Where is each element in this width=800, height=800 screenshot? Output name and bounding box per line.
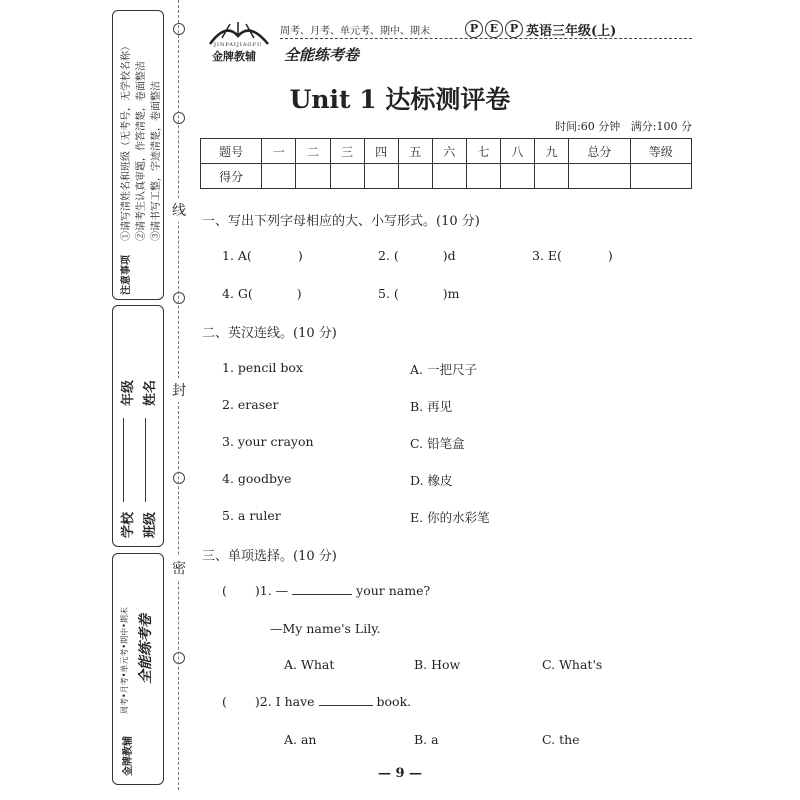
header-rule — [280, 38, 692, 39]
match-right-item[interactable]: B. 再见 — [410, 399, 453, 414]
edition-badge: P — [505, 20, 523, 38]
binding-hole — [173, 23, 185, 35]
score-input-cell[interactable] — [262, 164, 296, 189]
table-cell: 三 — [330, 139, 364, 164]
section-1-title: 一、写出下列字母相应的大、小写形式。(10 分) — [202, 214, 480, 229]
table-cell: 七 — [466, 139, 500, 164]
page-number: — 9 — — [377, 766, 423, 781]
brand-title: 全能练考卷 — [138, 614, 154, 684]
binding-hole — [173, 472, 185, 484]
q1-option-c[interactable]: C. What's — [542, 657, 603, 672]
table-cell: 总分 — [569, 139, 630, 164]
s1-item-5 — [378, 286, 460, 301]
answer-bracket-open: ( — [222, 694, 227, 709]
school-line — [123, 418, 124, 502]
edition-badge: P — [465, 20, 483, 38]
logo-text: 金牌教辅 — [212, 50, 256, 63]
match-left-item[interactable]: 1. pencil box — [222, 360, 303, 375]
edition-badge: E — [485, 20, 503, 38]
exam-meta — [555, 118, 692, 134]
section-3-title: 三、单项选择。(10 分) — [202, 549, 337, 564]
score-input-cell[interactable] — [501, 164, 535, 189]
series-title: 全能练考卷 — [284, 46, 360, 64]
table-cell: 得分 — [201, 164, 262, 189]
s1-item-4-text: 4. G( — [222, 286, 253, 301]
fill-blank[interactable] — [319, 705, 373, 706]
q1-text: your name? — [356, 583, 431, 598]
notice-item-1: ①请写清姓名和班级（无考号，无学校名称） — [121, 41, 132, 241]
brand-box — [112, 553, 164, 785]
q1-response: —My name's Lily. — [270, 621, 381, 636]
table-cell: 六 — [432, 139, 466, 164]
binding-sidebar — [112, 0, 172, 790]
match-right-item[interactable]: D. 橡皮 — [410, 473, 453, 488]
student-info-box — [112, 305, 164, 547]
notice-title: 注意事项 — [121, 255, 132, 295]
table-cell: 五 — [398, 139, 432, 164]
class-label: 班级 — [143, 511, 158, 538]
match-left-item[interactable]: 3. your crayon — [222, 434, 314, 449]
logo-sub: JINPAIJIAOFU — [214, 42, 263, 48]
time-limit: 时间:60 分钟 — [555, 120, 621, 133]
cut-label-mi: 密 — [172, 556, 186, 580]
s1-item-2-text: )d — [442, 248, 456, 263]
s1-item-1 — [222, 248, 303, 263]
q2-option-b[interactable]: B. a — [414, 732, 439, 747]
table-cell: 八 — [501, 139, 535, 164]
brand-logo-text: 金牌教辅 — [123, 736, 134, 776]
grade-title: 英语三年级(上) — [526, 24, 617, 39]
binding-hole — [173, 292, 185, 304]
cut-label-xian: 线 — [172, 198, 186, 222]
score-input-cell[interactable] — [630, 164, 691, 189]
table-cell: 等级 — [630, 139, 691, 164]
score-input-cell[interactable] — [569, 164, 630, 189]
score-input-cell[interactable] — [296, 164, 330, 189]
edition-badges — [465, 20, 523, 38]
s1-item-5-text: )m — [442, 286, 460, 301]
match-left-item[interactable]: 4. goodbye — [222, 471, 292, 486]
brand-tag: 周考•月考•单元考•期中•期末 — [120, 607, 129, 714]
q2-option-a[interactable]: A. an — [284, 732, 317, 747]
s1-item-3-text: 3. E( — [532, 248, 562, 263]
q2-number: )2. I have — [254, 694, 315, 709]
q1-number: )1. — — [254, 583, 289, 598]
table-cell: 一 — [262, 139, 296, 164]
match-left-item[interactable]: 5. a ruler — [222, 508, 281, 523]
grade-label: 年级 — [121, 379, 136, 406]
class-line — [145, 418, 146, 502]
name-label: 姓名 — [143, 379, 158, 406]
score-table — [200, 138, 692, 189]
table-cell: 二 — [296, 139, 330, 164]
q1-option-a[interactable]: A. What — [284, 657, 335, 672]
tagline: 周考、月考、单元考、期中、期末 — [280, 26, 430, 37]
fill-blank[interactable] — [292, 594, 352, 595]
score-input-cell[interactable] — [466, 164, 500, 189]
choice-question-2 — [222, 694, 411, 709]
binding-hole — [173, 652, 185, 664]
score-input-cell[interactable] — [432, 164, 466, 189]
s1-item-5-open: 5. ( — [378, 286, 399, 301]
table-cell: 九 — [535, 139, 569, 164]
choice-question-1 — [222, 583, 430, 598]
notice-box — [112, 10, 164, 300]
s1-item-3 — [532, 248, 613, 263]
s1-item-2-open: 2. ( — [378, 248, 399, 263]
s1-item-4-close: ) — [296, 286, 302, 301]
score-input-cell[interactable] — [535, 164, 569, 189]
score-table-score-row — [201, 164, 692, 189]
page-header — [200, 18, 695, 68]
score-input-cell[interactable] — [398, 164, 432, 189]
school-label: 学校 — [121, 511, 136, 538]
match-left-item[interactable]: 2. eraser — [222, 397, 279, 412]
match-right-item[interactable]: A. 一把尺子 — [410, 362, 477, 377]
table-cell: 四 — [364, 139, 398, 164]
table-cell: 题号 — [201, 139, 262, 164]
q1-option-b[interactable]: B. How — [414, 657, 461, 672]
score-input-cell[interactable] — [364, 164, 398, 189]
q2-option-c[interactable]: C. the — [542, 732, 580, 747]
notice-item-2: ②请考生认真审题，作答清楚，卷面整洁 — [136, 61, 147, 241]
cut-label-feng: 封 — [172, 378, 186, 402]
notice-item-3: ③请书写工整，字迹清楚，卷面整洁 — [151, 81, 162, 241]
match-right-item[interactable]: E. 你的水彩笔 — [410, 510, 490, 525]
s1-item-1-close: ) — [297, 248, 303, 263]
answer-bracket-open: ( — [222, 583, 227, 598]
match-right-item[interactable]: C. 铅笔盒 — [410, 436, 465, 451]
s1-item-2 — [378, 248, 456, 263]
page-title: Unit 1 达标测评卷 — [289, 85, 511, 114]
full-score: 满分:100 分 — [630, 120, 692, 133]
section-2-title: 二、英汉连线。(10 分) — [202, 326, 337, 341]
score-input-cell[interactable] — [330, 164, 364, 189]
q2-text: book. — [376, 694, 412, 709]
score-table-header-row — [201, 139, 692, 164]
s1-item-1-text: 1. A( — [222, 248, 252, 263]
s1-item-4 — [222, 286, 302, 301]
s1-item-3-close: ) — [607, 248, 613, 263]
